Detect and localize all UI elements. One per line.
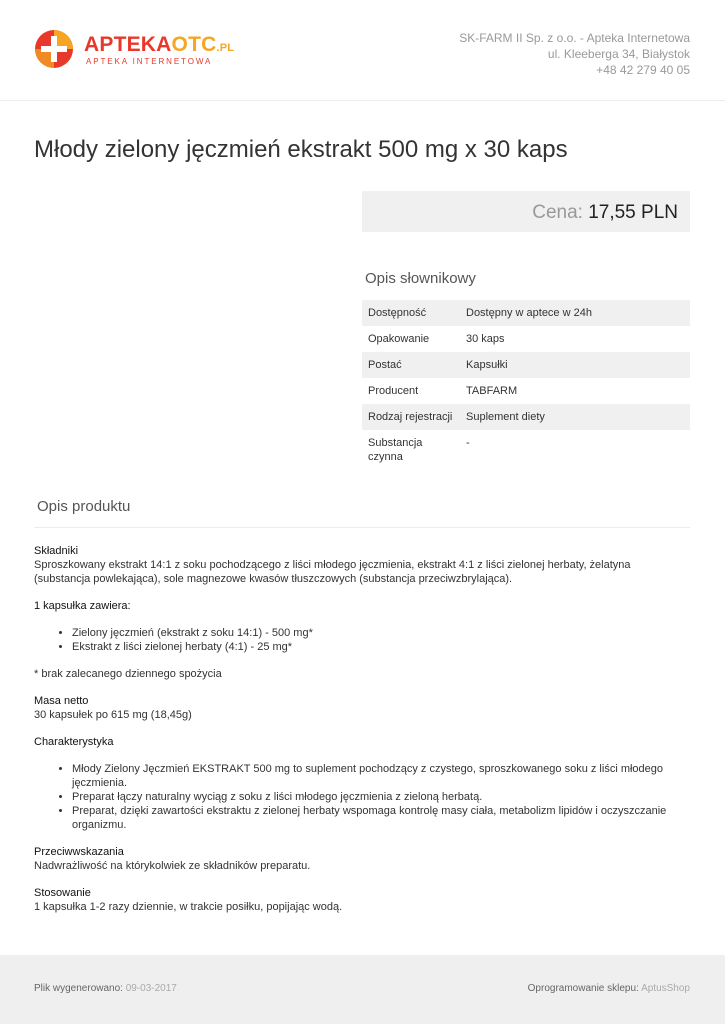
table-row xyxy=(362,352,690,378)
page-footer xyxy=(0,955,725,1024)
generated-date: 09-03-2017 xyxy=(125,983,177,994)
list-item: • Preparat łączy naturalny wyciąg z soku z liści młodego jęczmienia z zieloną herbatą. xyxy=(72,790,689,804)
table-row xyxy=(362,300,690,326)
table-row xyxy=(362,378,690,404)
section-heading: Przeciwwskazania xyxy=(34,846,124,858)
attribute-value: Suplement diety xyxy=(460,404,690,430)
attribute-key: Producent xyxy=(368,385,419,397)
software-info xyxy=(528,983,690,994)
section-heading: Masa netto xyxy=(34,695,89,707)
section-text: 1 kapsułka 1-2 razy dziennie, w trakcie posiłku, popijając wodą. xyxy=(34,901,343,913)
price-label: Cena: xyxy=(532,202,583,223)
company-address: ul. Kleeberga 34, Białystok xyxy=(547,47,690,61)
description-title: Opis produktu xyxy=(37,498,131,515)
attribute-value: Kapsułki xyxy=(460,352,690,378)
price-box xyxy=(362,191,690,232)
section-text: 30 kapsułek po 615 mg (18,45g) xyxy=(34,709,192,721)
section-text: Nadwrażliwość na którykolwiek ze składników preparatu. xyxy=(34,860,311,872)
software-link[interactable]: AptusShop xyxy=(641,983,690,994)
attribute-key: Substancja czynna xyxy=(368,437,423,463)
section-heading: Stosowanie xyxy=(34,887,91,899)
section-text: Sproszkowany ekstrakt 14:1 z soku pochodzącego z liści młodego jęczmienia, ekstrakt 4:1 z liści zielonej herbaty, żelatyna (substancja powlekająca), sole magnezowe kwasów tłuszczowych (substancja przeciwzbrylająca). xyxy=(34,559,631,585)
attribute-key: Rodzaj rejestracji xyxy=(362,404,460,430)
section-note: * brak zalecanego dziennego spożycia xyxy=(34,668,222,680)
attribute-key: Dostępność xyxy=(362,300,460,326)
list-item: • Preparat, dzięki zawartości ekstraktu z zielonej herbaty wspomaga kontrolę masy ciała, metabolizm lipidów i oczyszczanie organizmu. xyxy=(72,804,689,832)
bullet-list xyxy=(34,762,689,832)
logo[interactable] xyxy=(34,28,235,74)
table-row xyxy=(362,404,690,430)
logo-tagline: APTEKA INTERNETOWA xyxy=(86,57,213,66)
page-header xyxy=(0,0,725,101)
table-row xyxy=(362,326,690,352)
list-item: • Ekstrakt z liści zielonej herbaty (4:1) - 25 mg* xyxy=(72,640,689,654)
price xyxy=(532,202,678,224)
attribute-value: Dostępny w aptece w 24h xyxy=(460,300,690,326)
attribute-key: Postać xyxy=(362,352,460,378)
divider xyxy=(34,527,690,528)
logo-wordmark: APTEKAOTC.PL xyxy=(84,33,235,56)
attribute-value: TABFARM xyxy=(466,385,518,397)
software-label: Oprogramowanie sklepu: xyxy=(527,983,639,994)
company-name: SK-FARM II Sp. z o.o. - Apteka Internetowa xyxy=(459,31,690,45)
section-heading: 1 kapsułka zawiera: xyxy=(34,600,131,612)
attribute-key: Opakowanie xyxy=(368,333,430,345)
attribute-value: 30 kaps xyxy=(466,333,505,345)
price-value: 17,55 PLN xyxy=(588,202,678,223)
attribute-value: - xyxy=(466,437,470,449)
product-title: Młody zielony jęczmień ekstrakt 500 mg x 30 kaps xyxy=(34,136,568,163)
list-item: • Zielony jęczmień (ekstrakt z soku 14:1) - 500 mg* xyxy=(72,626,689,640)
section-heading: Składniki xyxy=(34,545,79,557)
attributes-table xyxy=(362,300,690,470)
generated-info xyxy=(34,983,177,994)
pharmacy-cross-icon xyxy=(34,29,74,69)
company-phone: +48 42 279 40 05 xyxy=(596,63,690,77)
list-item: • Młody Zielony Jęczmień EKSTRAKT 500 mg to suplement pochodzący z czystego, sproszkowanego soku z liści młodego jęczmienia. xyxy=(72,762,689,790)
company-info xyxy=(459,30,690,78)
table-row xyxy=(362,430,690,470)
generated-label: Plik wygenerowano: xyxy=(34,983,123,994)
description-body xyxy=(34,544,689,914)
section-heading: Charakterystyka xyxy=(34,736,114,748)
dictionary-title: Opis słownikowy xyxy=(365,270,476,287)
bullet-list xyxy=(34,626,689,654)
